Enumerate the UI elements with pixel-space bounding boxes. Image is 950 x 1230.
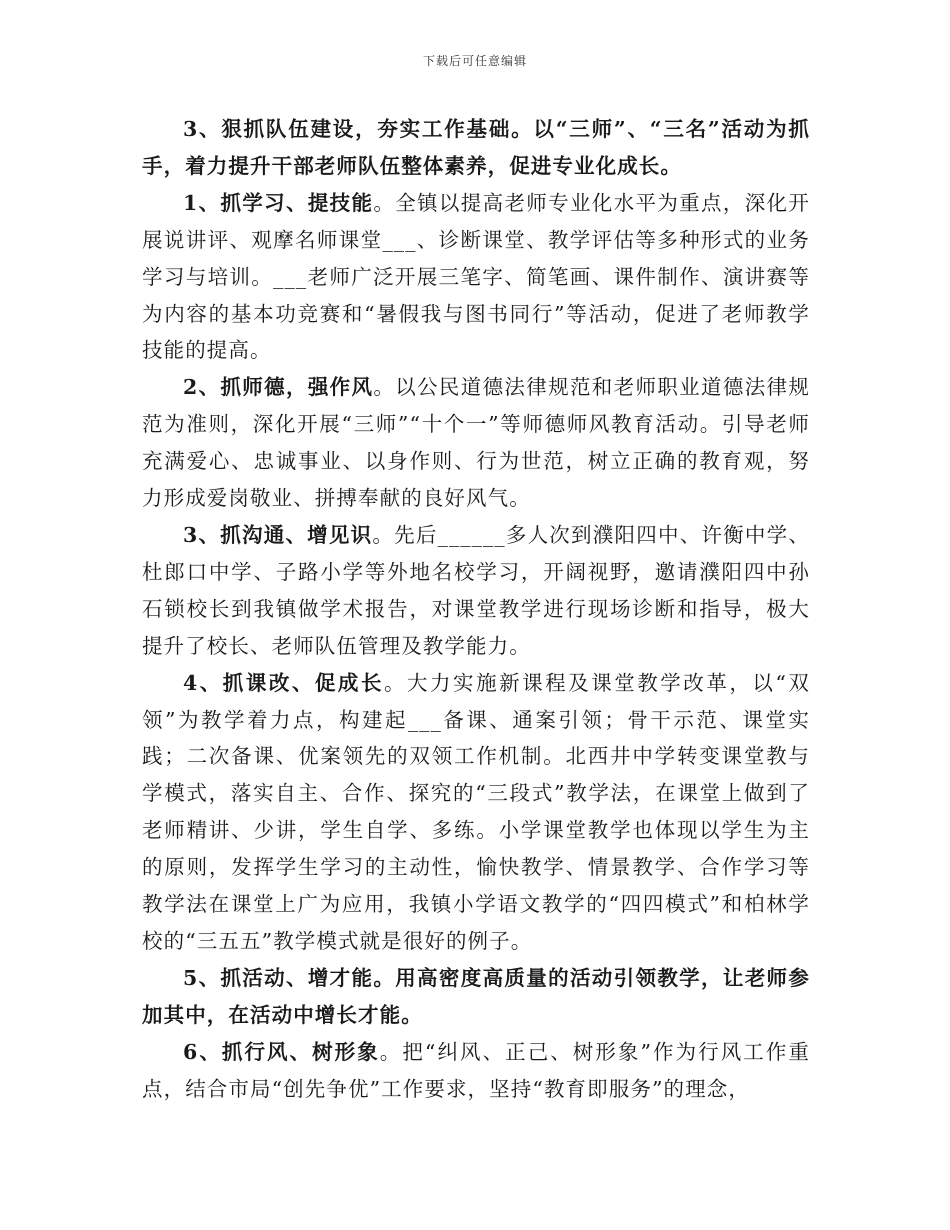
page-header-note: 下载后可任意编辑 bbox=[422, 54, 527, 68]
paragraph-conduct-image bbox=[142, 1034, 810, 1108]
paragraph-activities bbox=[142, 960, 810, 1034]
paragraph-lead: 6、抓行风、树形象 bbox=[183, 1039, 380, 1064]
paragraph-text: 。以公民道德法律规范和老师职业道德法律规范为准则，深化开展“三师”“十个一”等师德师风教育活动。引导老师充满爱心、忠诚事业、以身作则、行为世范，树立正确的教育观，努力形成爱岗敬业、拼搏奉献的良好风气。 bbox=[142, 375, 810, 511]
paragraph-curriculum-reform bbox=[142, 665, 810, 960]
paragraph-text: 。大力实施新课程及课堂教学改革，以“双领”为教学着力点，构建起___备课、通案引领；骨干示范、课堂实践；二次备课、优案领先的双领工作机制。北西井中学转变课堂教与学模式，落实自主、合作、探究的“三段式”教学法，在课堂上做到了老师精讲、少讲，学生自学、多练。小学课堂教学也体现以学生为主的原则，发挥学生学习的主动性，愉快教学、情景教学、合作学习等教学法在课堂上广为应用，我镇小学语文教学的“四四模式”和柏林学校的“三五五”教学模式就是很好的例子。 bbox=[142, 670, 810, 953]
paragraph-lead: 4、抓课改、促成长 bbox=[183, 670, 384, 695]
paragraph-team-building bbox=[142, 111, 810, 185]
paragraph-text: 5、抓活动、增才能。用高密度高质量的活动引领教学，让老师参加其中，在活动中增长才能。 bbox=[142, 965, 810, 1027]
paragraph-lead: 1、抓学习、提技能 bbox=[183, 190, 374, 215]
document-body bbox=[142, 111, 810, 1107]
paragraph-text: 。先后______多人次到濮阳四中、许衡中学、杜郎口中学、子路小学等外地名校学习，开阔视野，邀请濮阳四中孙石锁校长到我镇做学术报告，对课堂教学进行现场诊断和指导，极大提升了校长、老师队伍管理及教学能力。 bbox=[142, 522, 810, 658]
paragraph-communication bbox=[142, 517, 810, 665]
paragraph-lead: 3、抓沟通、增见识 bbox=[183, 522, 373, 547]
paragraph-text: 。把“纠风、正己、树形象”作为行风工作重点，结合市局“创先争优”工作要求，坚持“教育即服务”的理念， bbox=[142, 1039, 810, 1101]
paragraph-teacher-ethics bbox=[142, 369, 810, 517]
paragraph-text: 3、狠抓队伍建设，夯实工作基础。以“三师”、“三名”活动为抓手，着力提升干部老师队伍整体素养，促进专业化成长。 bbox=[142, 117, 810, 178]
paragraph-study-skills bbox=[142, 185, 810, 370]
paragraph-lead: 2、抓师德，强作风 bbox=[183, 375, 374, 400]
paragraph-text: 。全镇以提高老师专业化水平为重点，深化开展说讲评、观摩名师课堂___、诊断课堂、教学评估等多种形式的业务学习与培训。___老师广泛开展三笔字、简笔画、课件制作、演讲赛等为内容的基本功竞赛和“暑假我与图书同行”等活动，促进了老师教学技能的提高。 bbox=[142, 190, 810, 363]
